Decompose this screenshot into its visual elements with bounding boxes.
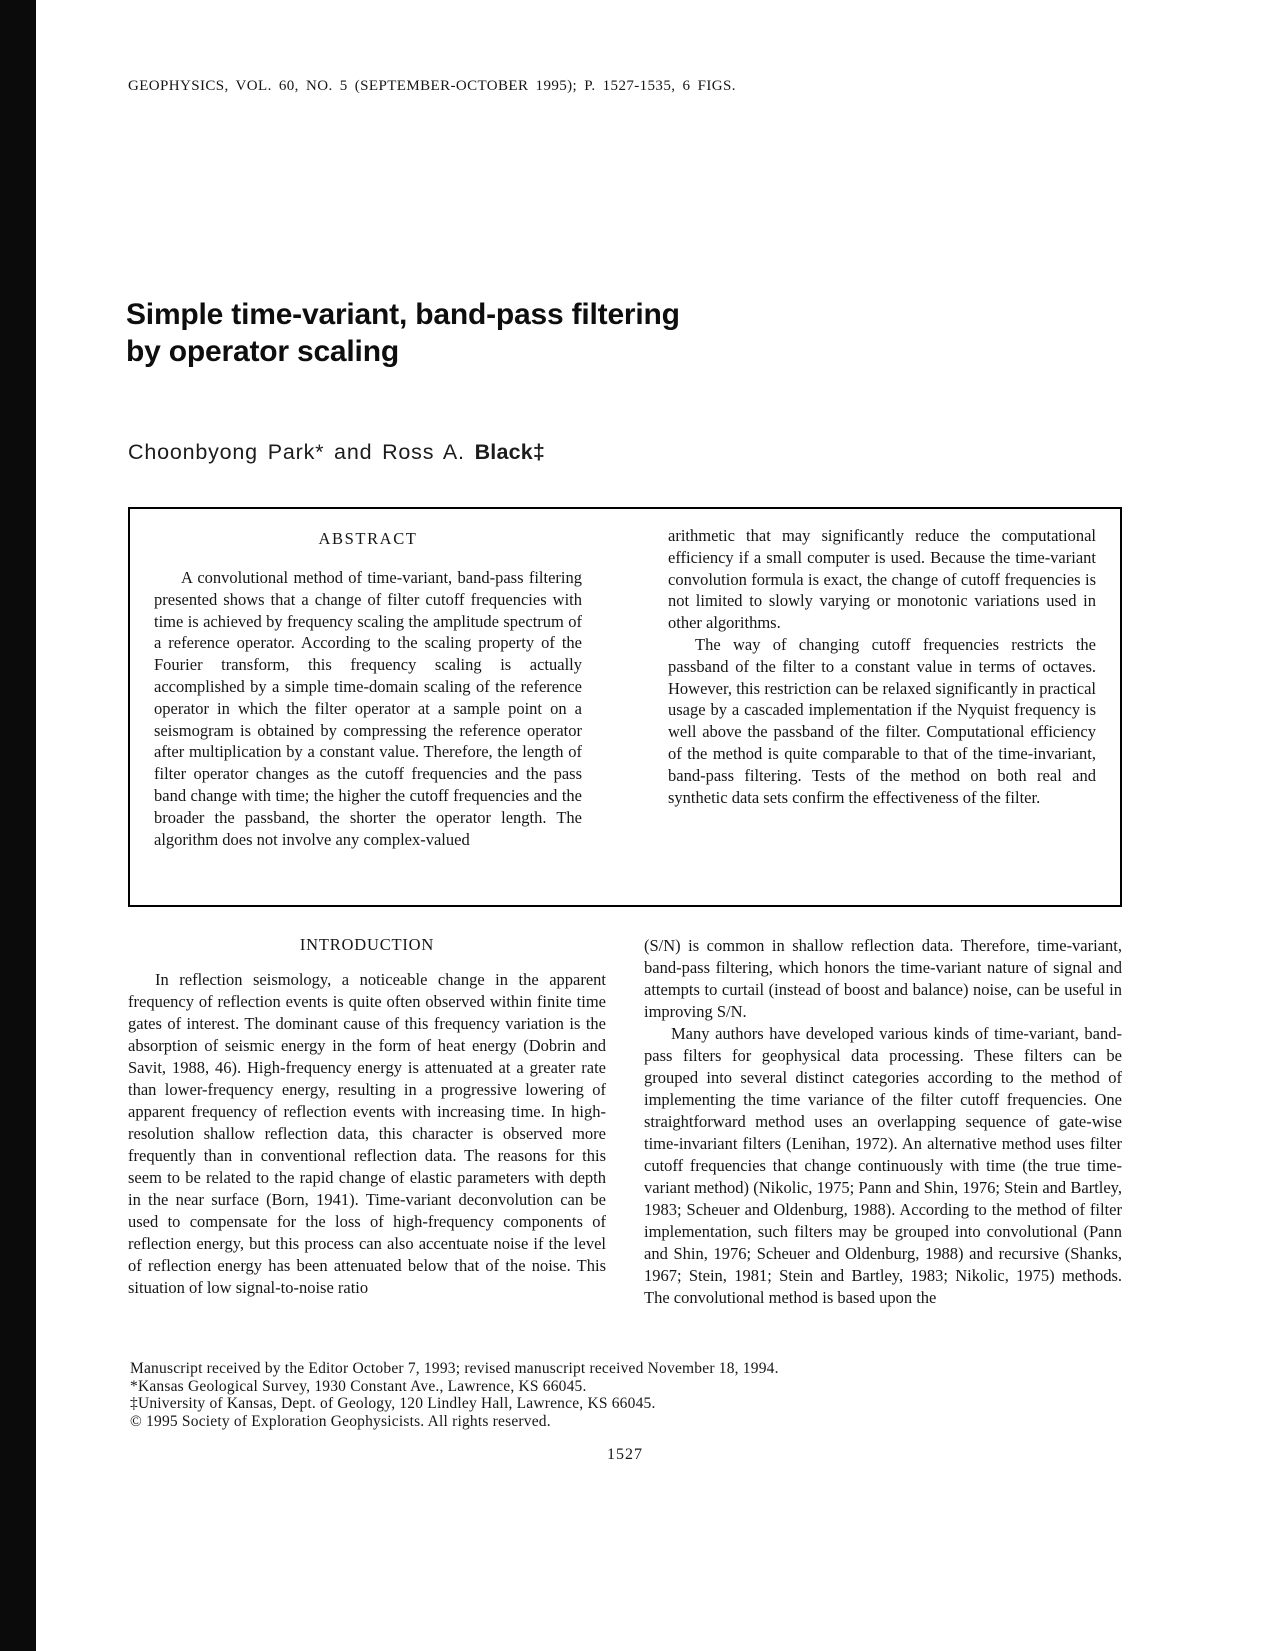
abstract-paragraph-continuation: arithmetic that may significantly reduce the computational efficiency if a small computer is used. Because the time-variant convolution formula is exact, the change of cutoff frequencies is not limited to slowly varying or monotonic variations used in other algorithms. [668, 526, 1096, 633]
article-body [128, 935, 1122, 1309]
abstract-box [128, 507, 1122, 907]
author-name-black: Black‡ [474, 440, 546, 464]
footnote-copyright: © 1995 Society of Exploration Geophysicists. All rights reserved. [130, 1412, 551, 1430]
introduction-paragraph-continuation: (S/N) is common in shallow reflection data. Therefore, time-variant, band-pass filtering, which honors the time-variant nature of signal and attempts to curtail (instead of boost and balance) noise, can be useful in improving S/N. [644, 936, 1122, 1021]
footnote-manuscript-received: Manuscript received by the Editor October 7, 1993; revised manuscript received November 18, 1994. [130, 1360, 779, 1377]
footnotes-block [130, 1360, 1030, 1430]
abstract-paragraph: The way of changing cutoff frequencies restricts the passband of the filter to a constant value in terms of octaves. However, this restriction can be relaxed significantly in practical usage by a cascaded implementation if the Nyquist frequency is well above the passband of the filter. Computational efficiency of the method is quite comparable to that of the time-invariant, band-pass filtering. Tests of the method on both real and synthetic data sets confirm the effectiveness of the filter. [668, 634, 1096, 807]
author-names: Choonbyong Park* and Ross A. [128, 440, 475, 464]
footnote-affiliation-1: *Kansas Geological Survey, 1930 Constant Ave., Lawrence, KS 66045. [130, 1377, 587, 1395]
page-content [128, 0, 1122, 1651]
page-number: 1527 [607, 1446, 643, 1463]
abstract-column-left [154, 525, 582, 885]
authors-line [128, 440, 545, 465]
footnote-affiliation-2: ‡University of Kansas, Dept. of Geology, 120 Lindley Hall, Lawrence, KS 66045. [130, 1395, 656, 1412]
body-column-right [644, 935, 1122, 1309]
scan-edge-artifact [0, 0, 36, 1651]
article-title-line-2: by operator scaling [126, 335, 399, 368]
introduction-paragraph: In reflection seismology, a noticeable change in the apparent frequency of reflection events is quite often observed within finite time gates of interest. The dominant cause of this frequency variation is the absorption of seismic energy in the form of heat energy (Dobrin and Savit, 1988, 46). High-frequency energy is attenuated at a greater rate than lower-frequency energy, resulting in a progressive lowering of apparent frequency of reflection events with increasing time. In high-resolution shallow reflection data, this character is observed more frequently than in conventional reflection data. The reasons for this seem to be related to the rapid change of elastic parameters with depth in the near surface (Born, 1941). Time-variant deconvolution can be used to compensate for the loss of high-frequency components of reflection energy, but this process can also accentuate noise if the level of reflection energy has been attenuated below that of the noise. This situation of low signal-to-noise ratio [128, 970, 606, 1297]
abstract-heading: ABSTRACT [318, 529, 418, 548]
body-column-left [128, 935, 606, 1309]
abstract-paragraph: A convolutional method of time-variant, band-pass filtering presented shows that a change of filter cutoff frequencies with time is achieved by frequency scaling the amplitude spectrum of a reference operator. According to the scaling property of the Fourier transform, this frequency scaling is actually accomplished by a simple time-domain scaling of the reference operator in which the filter operator at a sample point on a seismogram is obtained by compressing the reference operator after multiplication by a constant value. Therefore, the length of filter operator changes as the cutoff frequencies and the pass band change with time; the higher the cutoff frequencies and the broader the passband, the shorter the operator length. The algorithm does not involve any complex-valued [154, 568, 582, 849]
introduction-paragraph: Many authors have developed various kinds of time-variant, band-pass filters for geophysical data processing. These filters can be grouped into several distinct categories according to the method of implementing the time variance of the filter cutoff frequencies. One straightforward method uses an overlapping sequence of gate-wise time-invariant filters (Lenihan, 1972). An alternative method uses filter cutoff frequencies that change continuously with time (the true time-variant method) (Nikolic, 1975; Pann and Shin, 1976; Stein and Bartley, 1983; Scheuer and Oldenburg, 1988). According to the method of filter implementation, such filters may be grouped into convolutional (Pann and Shin, 1976; Scheuer and Oldenburg, 1988) and recursive (Shanks, 1967; Stein, 1981; Stein and Bartley, 1983; Nikolic, 1975) methods. The convolutional method is based upon the [644, 1024, 1122, 1307]
introduction-heading: INTRODUCTION [299, 935, 435, 954]
article-title [126, 296, 680, 370]
abstract-column-right [668, 525, 1096, 885]
journal-citation-header: GEOPHYSICS, VOL. 60, NO. 5 (SEPTEMBER-OCTOBER 1995); P. 1527-1535, 6 FIGS. [128, 78, 736, 94]
article-title-line-1: Simple time-variant, band-pass filtering [126, 298, 680, 331]
